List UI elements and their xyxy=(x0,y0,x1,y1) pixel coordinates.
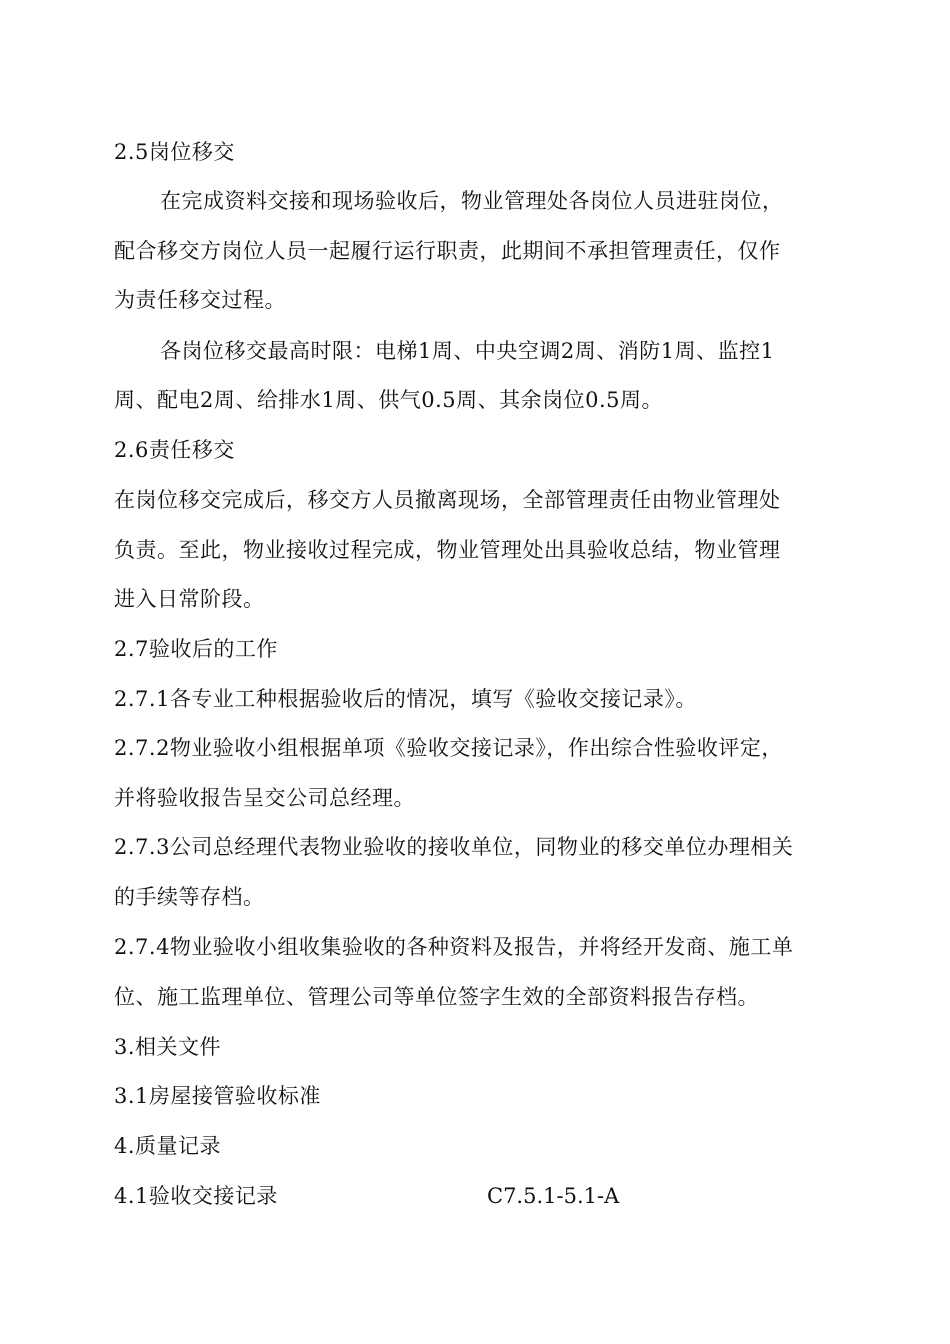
paragraph-line: 2.7.1各专业工种根据验收后的情况，填写《验收交接记录》。 xyxy=(114,687,697,711)
paragraph-line: 并将验收报告呈交公司总经理。 xyxy=(114,786,415,810)
paragraph-line: 2.7.2物业验收小组根据单项《验收交接记录》，作出综合性验收评定， xyxy=(114,736,783,760)
paragraph-line: 2.7.4物业验收小组收集验收的各种资料及报告，并将经开发商、施工单 xyxy=(114,935,794,959)
paragraph-line: 各岗位移交最高时限：电梯1周、中央空调2周、消防1周、监控1 xyxy=(160,339,775,363)
paragraph-line: 周、配电2周、给排水1周、供气0.5周、其余岗位0.5周。 xyxy=(114,388,664,412)
section-heading-2-7: 2.7验收后的工作 xyxy=(114,637,278,661)
paragraph-line: 的手续等存档。 xyxy=(114,885,265,909)
section-heading-2-5: 2.5岗位移交 xyxy=(114,140,235,164)
paragraph-line: 在完成资料交接和现场验收后，物业管理处各岗位人员进驻岗位， xyxy=(160,189,784,213)
paragraph-line: 配合移交方岗位人员一起履行运行职责，此期间不承担管理责任，仅作 xyxy=(114,239,781,263)
subsection-heading-4-1: 4.1验收交接记录 xyxy=(114,1184,278,1208)
paragraph-line: 在岗位移交完成后，移交方人员撤离现场，全部管理责任由物业管理处 xyxy=(114,488,781,512)
subsection-heading-3-1: 3.1房屋接管验收标准 xyxy=(114,1084,321,1108)
paragraph-line: 2.7.3公司总经理代表物业验收的接收单位，同物业的移交单位办理相关 xyxy=(114,835,794,859)
section-heading-2-6: 2.6责任移交 xyxy=(114,438,235,462)
section-heading-4: 4.质量记录 xyxy=(114,1134,222,1158)
record-code: C7.5.1-5.1-A xyxy=(487,1184,620,1208)
paragraph-line: 进入日常阶段。 xyxy=(114,587,265,611)
paragraph-line: 为责任移交过程。 xyxy=(114,288,286,312)
paragraph-line: 位、施工监理单位、管理公司等单位签字生效的全部资料报告存档。 xyxy=(114,985,759,1009)
paragraph-line: 负责。至此，物业接收过程完成，物业管理处出具验收总结，物业管理 xyxy=(114,538,781,562)
section-heading-3: 3.相关文件 xyxy=(114,1035,222,1059)
